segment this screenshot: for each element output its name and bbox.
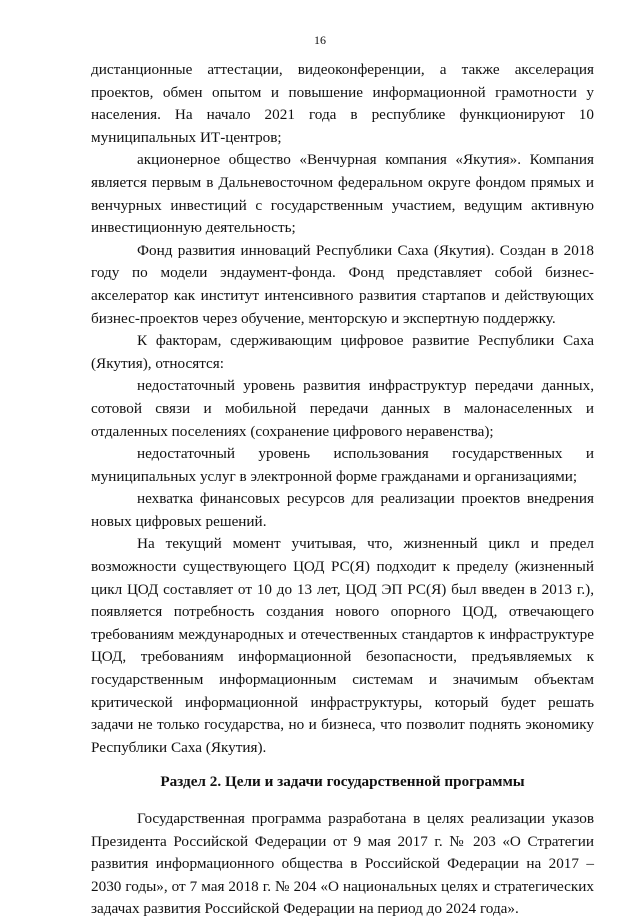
- paragraph: дистанционные аттестации, видеоконференции, а также акселерация проектов, обмен опытом и повышение информационной грамотности у населения. На начало 2021 года в республике функционируют 10 муниципальных ИТ-центров;: [91, 61, 594, 146]
- paragraph: акционерное общество «Венчурная компания «Якутия». Компания является первым в Дальневосточном федеральном округе фондом прямых и венчурных инвестиций с государственным участием, ведущим активную инвестиционную деятельность;: [91, 151, 594, 237]
- section-heading: Раздел 2. Цели и задачи государственной программы: [160, 773, 525, 791]
- page-number: 16: [314, 33, 326, 47]
- paragraph: недостаточный уровень развития инфраструктур передачи данных, сотовой связи и мобильной передачи данных в малонаселенных и отдаленных поселениях (сохранение цифрового неравенства);: [91, 377, 594, 440]
- document-body: [91, 59, 594, 921]
- paragraph: нехватка финансовых ресурсов для реализации проектов внедрения новых цифровых решений.: [91, 490, 594, 530]
- paragraph: К факторам, сдерживающим цифровое развитие Республики Саха (Якутия), относятся:: [91, 332, 594, 372]
- paragraph: Фонд развития инноваций Республики Саха (Якутия). Создан в 2018 году по модели эндаумент-фонда. Фонд представляет собой бизнес-акселератор как институт интенсивного развития стартапов и действующих бизнес-проектов через обучение, менторскую и экспертную поддержку.: [91, 241, 594, 327]
- paragraph: На текущий момент учитывая, что, жизненный цикл и предел возможности существующего ЦОД РС(Я) подходит к пределу (жизненный цикл ЦОД составляет от 10 до 13 лет, ЦОД ЭП РС(Я) был введен в 2013 г.), появляется потребность создания нового опорного ЦОД, отвечающего требованиям международных и отечественных стандартов к инфраструктуре ЦОД, требованиям информационной безопасности, предъявляемых к государственным информационным системам и значимым объектам критической информационной инфраструктуры, который будет решать задачи не только государства, но и бизнеса, что позволит поднять экономику Республики Саха (Якутия).: [91, 535, 594, 756]
- paragraph: недостаточный уровень использования государственных и муниципальных услуг в электронной форме гражданами и организациями;: [91, 445, 594, 485]
- paragraph: Государственная программа разработана в целях реализации указов Президента Российской Федерации от 9 мая 2017 г. № 203 «О Стратегии развития информационного общества в Российской Федерации на 2017 – 2030 годы», от 7 мая 2018 г. № 204 «О национальных целях и стратегических задачах развития Российской Федерации на период до 2024 года».: [91, 810, 594, 918]
